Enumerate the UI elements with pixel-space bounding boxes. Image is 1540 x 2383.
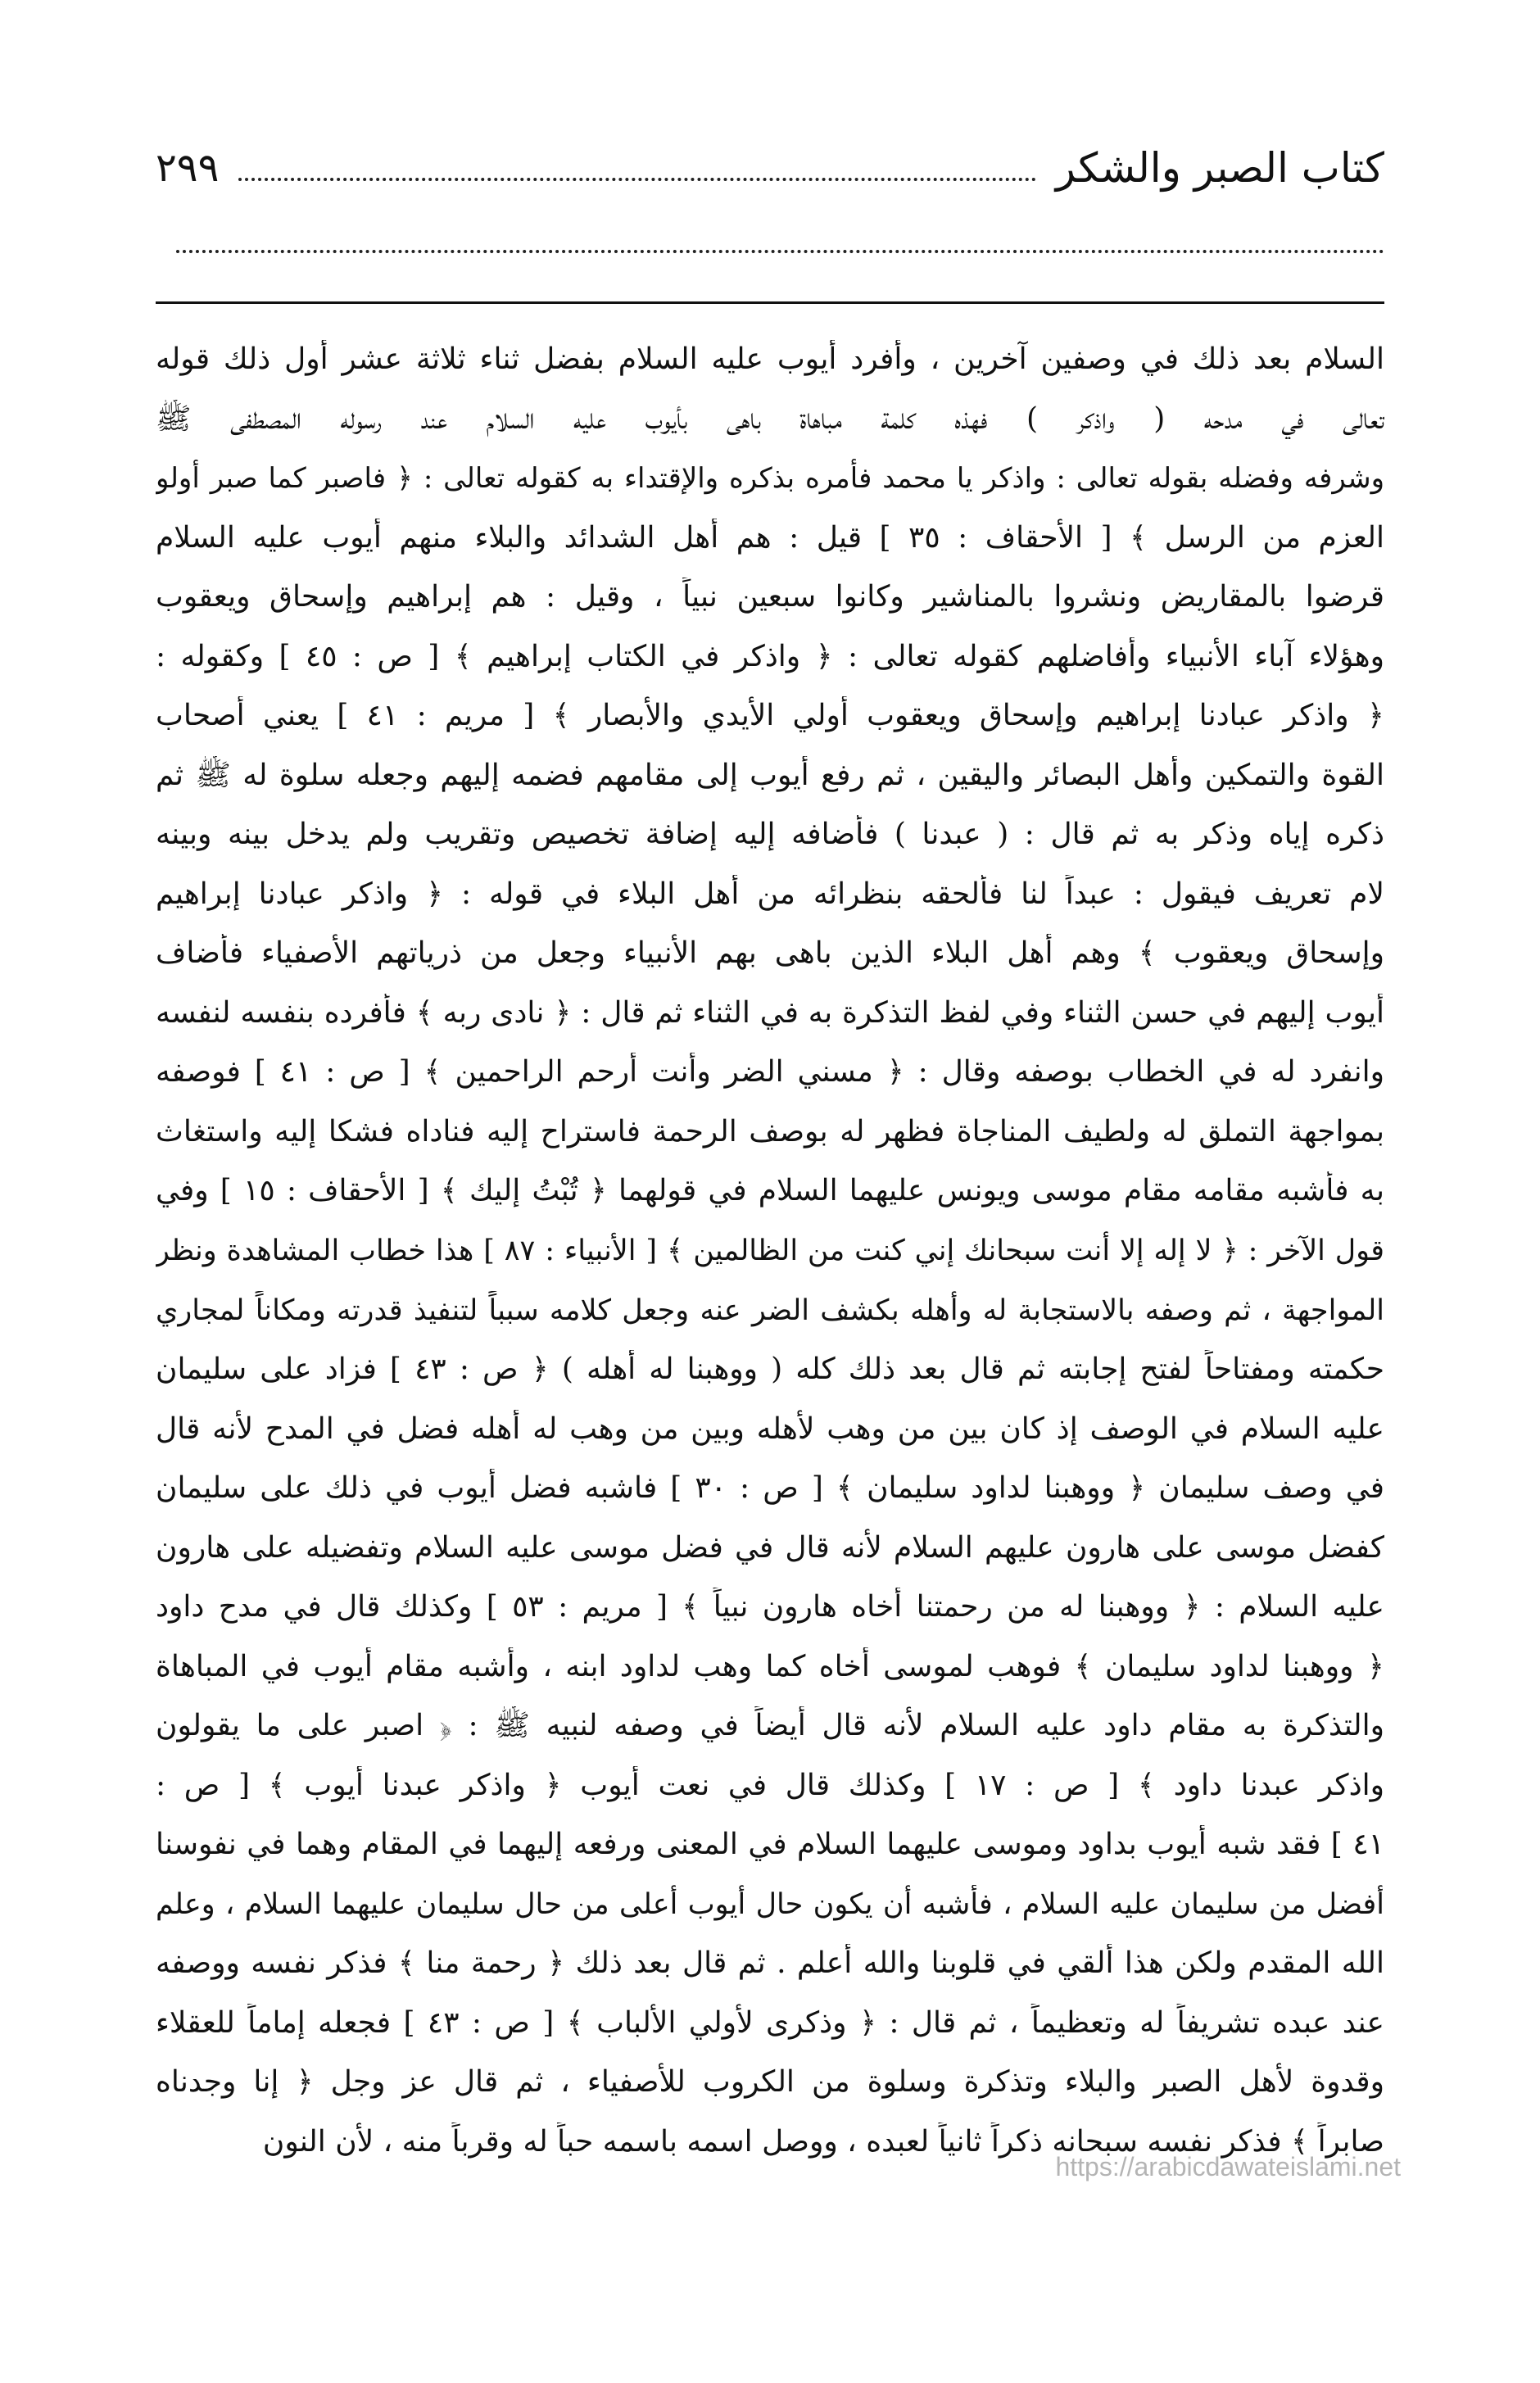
- header-dot-leader: [238, 177, 1035, 181]
- text-line: المواجهة ، ثم وصفه بالاستجابة له وأهله بكشف الضر عنه وجعل كلامه سبباً لتنفيذ قدرته ومكاناً لمجاري: [156, 1293, 1384, 1327]
- text-line: عليه السلام : ﴿ ووهبنا له من رحمتنا أخاه هارون نبياً ﴾ [ مريم : ٥٣ ] وكذلك قال في مدح داود: [156, 1590, 1384, 1624]
- text-line: كفضل موسى على هارون عليهم السلام لأنه قال في فضل موسى عليه السلام وتفضيله على هارون: [156, 1530, 1384, 1565]
- text-line: قول الآخر : ﴿ لا إله إلا أنت سبحانك إني كنت من الظالمين ﴾ [ الأنبياء : ٨٧ ] هذا خطاب المشاهدة ونظر: [156, 1234, 1384, 1267]
- text-line: وهؤلاء آباء الأنبياء وأفاضلهم كقوله تعالى : ﴿ واذكر في الكتاب إبراهيم ﴾ [ ص : ٤٥ ] وكقوله :: [156, 639, 1384, 673]
- text-line: صابراً ﴾ فذكر نفسه سبحانه ذكراً ثانياً لعبده ، ووصل اسمه باسمه حباً له وقرباً منه ، لأن النون: [262, 2124, 1384, 2159]
- text-line: ﴿ واذكر عبادنا إبراهيم وإسحاق ويعقوب أولي الأيدي والأبصار ﴾ [ مريم : ٤١ ] يعني أصحاب: [156, 699, 1384, 733]
- text-line: القوة والتمكين وأهل البصائر واليقين ، ثم رفع أيوب إلى مقامهم فضمه إليهم وجعله سلوة له ﷺ ثم: [156, 758, 1384, 792]
- text-line: ذكره إياه وذكر به ثم قال : ( عبدنا ) فأضافه إليه إضافة تخصيص وتقريب ولم يدخل بينه وبينه: [156, 818, 1384, 852]
- text-line: تعالى في مدحه ( واذكر ) فهذه كلمة مباهاة باهى بأيوب عليه السلام عند رسوله المصطفى ﷺ: [156, 401, 1384, 436]
- dotted-divider: [176, 250, 1384, 253]
- text-line: الله المقدم ولكن هذا ألقي في قلوبنا والله أعلم . ثم قال بعد ذلك ﴿ رحمة منا ﴾ فذكر نفسه ووصفه: [156, 1946, 1384, 1981]
- text-line: في وصف سليمان ﴿ ووهبنا لداود سليمان ﴾ [ ص : ٣٠ ] فاشبه فضل أيوب في ذلك على سليمان: [156, 1471, 1384, 1506]
- text-line: قرضوا بالمقاريض ونشروا بالمناشير وكانوا سبعين نبياً ، وقيل : هم إبراهيم وإسحاق ويعقوب: [156, 580, 1384, 614]
- text-line: ﴿ ووهبنا لداود سليمان ﴾ فوهب لموسى أخاه كما وهب لداود ابنه ، وأشبه مقام أيوب في المباهاة: [156, 1649, 1384, 1683]
- running-header: [156, 135, 1384, 193]
- text-line: السلام بعد ذلك في وصفين آخرين ، وأفرد أيوب عليه السلام بفضل ثناء ثلاثة عشر أول ذلك قوله: [156, 342, 1384, 376]
- text-line: حكمته ومفتاحاً لفتح إجابته ثم قال بعد ذلك كله ( ووهبنا له أهله ) ﴿ ص : ٤٣ ] فزاد على سليمان: [156, 1352, 1384, 1387]
- text-line: وإسحاق ويعقوب ﴾ وهم أهل البلاء الذين باهى بهم الأنبياء وجعل من ذرياتهم الأصفياء فأضاف: [156, 936, 1384, 971]
- text-line: به فأشبه مقامه مقام موسى ويونس عليهما السلام في قولهما ﴿ تُبْتُ إليك ﴾ [ الأحقاف : ١٥ ] وفي: [156, 1174, 1384, 1208]
- page-number: ٢٩٩: [156, 145, 220, 191]
- watermark-url: https://arabicdawateislami.net: [1055, 2152, 1401, 2181]
- text-line: وشرفه وفضله بقوله تعالى : واذكر يا محمد فأمره بذكره والإقتداء به كقوله تعالى : ﴿ فاصبر كما صبر أولو: [156, 462, 1384, 496]
- text-line: أيوب إليهم في حسن الثناء وفي لفظ التذكرة به في الثناء ثم قال : ﴿ نادى ربه ﴾ فأفرده بنفسه لنفسه: [156, 995, 1384, 1030]
- text-line: وانفرد له في الخطاب بوصفه وقال : ﴿ مسني الضر وأنت أرحم الراحمين ﴾ [ ص : ٤١ ] فوصفه: [156, 1055, 1384, 1090]
- text-line: وقدوة لأهل الصبر والبلاء وتذكرة وسلوة من الكروب للأصفياء ، ثم قال عز وجل ﴿ إنا وجدناه: [156, 2065, 1384, 2100]
- text-line: ٤١ ] فقد شبه أيوب بداود وموسى عليهما السلام في المعنى ورفعه إليهما في المقام وهما في نفوسنا: [156, 1828, 1384, 1862]
- running-title: كتاب الصبر والشكر: [1055, 144, 1384, 192]
- text-line: واذكر عبدنا داود ﴾ [ ص : ١٧ ] وكذلك قال في نعت أيوب ﴿ واذكر عبدنا أيوب ﴾ [ ص :: [156, 1768, 1384, 1802]
- solid-divider: [156, 301, 1384, 304]
- text-line: العزم من الرسل ﴾ [ الأحقاف : ٣٥ ] قيل : هم أهل الشدائد والبلاء منهم أيوب عليه السلام: [156, 520, 1384, 555]
- text-line: والتذكرة به مقام داود عليه السلام لأنه قال أيضاً في وصفه لنبيه ﷺ : ﴿ اصبر على ما يقولون: [156, 1709, 1384, 1743]
- text-line: لام تعريف فيقول : عبداً لنا فألحقه بنظرائه من أهل البلاء في قوله : ﴿ واذكر عبادنا إبراهيم: [156, 877, 1384, 911]
- body-text: [156, 340, 1384, 2162]
- text-line: عليه السلام في الوصف إذ كان بين من وهب لأهله وبين من وهب له أهله فضل في المدح لأنه قال: [156, 1411, 1384, 1446]
- text-line: عند عبده تشريفاً له وتعظيماً ، ثم قال : ﴿ وذكرى لأولي الألباب ﴾ [ ص : ٤٣ ] فجعله إماماً للعقلاء: [156, 2005, 1384, 2040]
- text-line: أفضل من سليمان عليه السلام ، فأشبه أن يكون حال أيوب أعلى من حال سليمان عليهما السلام ، وعلم: [156, 1887, 1384, 1921]
- text-line: بمواجهة التملق له ولطيف المناجاة فظهر له بوصف الرحمة فاستراح إليه فناداه فشكا إليه واستغاث: [156, 1114, 1384, 1148]
